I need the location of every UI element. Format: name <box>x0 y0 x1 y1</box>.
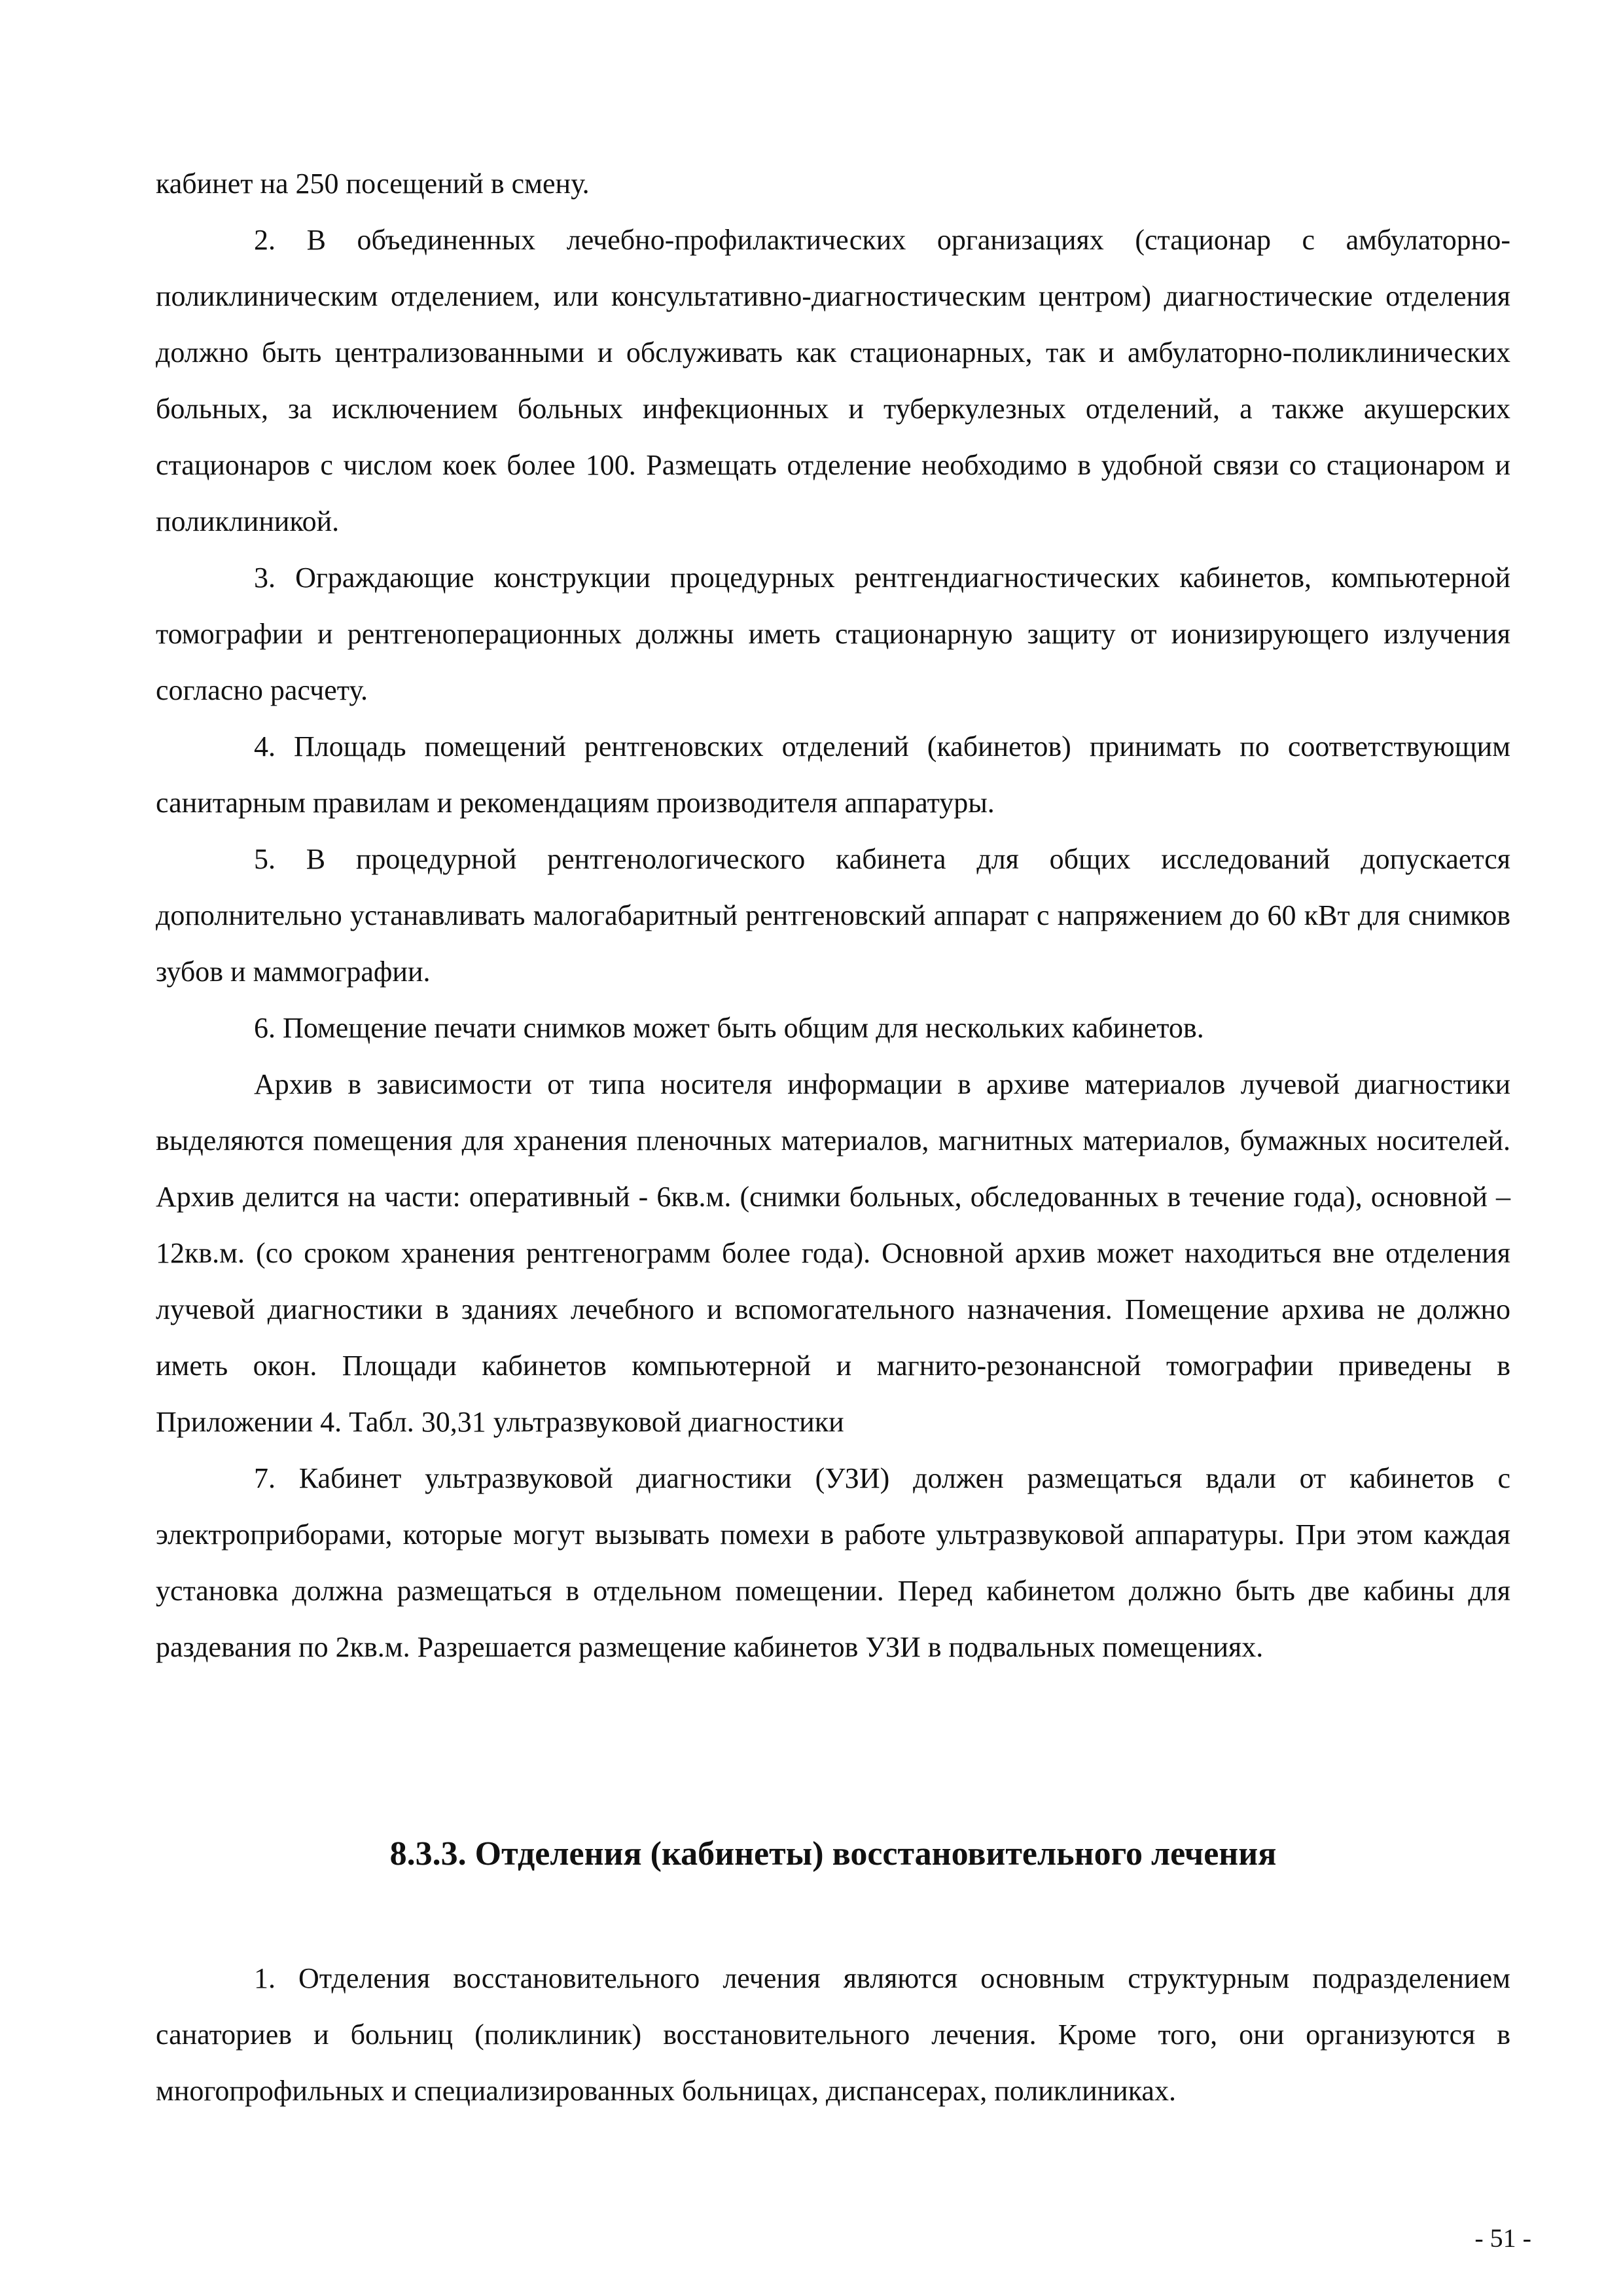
paragraph-2: 2. В объединенных лечебно-профилактических организациях (стационар с амбулаторно-поликлиническим отделением, или консультативно-диагностическим центром) диагностические отделения должно быть централизованными и обслуживать как стационарных, так и амбулаторно-поликлинических больных, за исключением больных инфекционных и туберкулезных отделений, а также акушерских стационаров с числом коек более 100. Размещать отделение необходимо в удобной связи со стационаром и поликлиникой. <box>156 224 1510 537</box>
section-body-text <box>156 1950 1510 2119</box>
intro-line: кабинет на 250 посещений в смену. <box>156 168 590 200</box>
paragraph-5: 5. В процедурной рентгенологического кабинета для общих исследований допускается дополнительно устанавливать малогабаритный рентгеновский аппарат с напряжением до 60 кВт для снимков зубов и маммографии. <box>156 843 1510 988</box>
body-text <box>156 156 1510 1676</box>
paragraph-4: 4. Площадь помещений рентгеновских отделений (кабинетов) принимать по соответствующим санитарным правилам и рекомендациям производителя аппаратуры. <box>156 730 1510 819</box>
section-heading: 8.3.3. Отделения (кабинеты) восстановительного лечения <box>389 1835 1277 1873</box>
paragraph-7: 7. Кабинет ультразвуковой диагностики (УЗИ) должен размещаться вдали от кабинетов с электроприборами, которые могут вызывать помехи в работе ультразвуковой аппаратуры. При этом каждая установка должна размещаться в отдельном помещении. Перед кабинетом должно быть две кабины для раздевания по 2кв.м. Разрешается размещение кабинетов УЗИ в подвальных помещениях. <box>156 1462 1510 1663</box>
section-paragraph-1: 1. Отделения восстановительного лечения являются основным структурным подразделением санаториев и больниц (поликлиник) восстановительного лечения. Кроме того, они организуются в многопрофильных и специализированных больницах, диспансерах, поликлиниках. <box>156 1962 1510 2107</box>
paragraph-6: 6. Помещение печати снимков может быть общим для нескольких кабинетов. <box>254 1012 1204 1044</box>
paragraph-3: 3. Ограждающие конструкции процедурных рентгендиагностических кабинетов, компьютерной томографии и рентгеноперационных должны иметь стационарную защиту от ионизирующего излучения согласно расчету. <box>156 562 1510 706</box>
page-number: - 51 - <box>1474 2223 1531 2253</box>
paragraph-archive: Архив в зависимости от типа носителя информации в архиве материалов лучевой диагностики выделяются помещения для хранения пленочных материалов, магнитных материалов, бумажных носителей. Архив делится на части: оперативный - 6кв.м. (снимки больных, обследованных в течение года), основной – 12кв.м. (со сроком хранения рентгенограмм более года). Основной архив может находиться вне отделения лучевой диагностики в зданиях лечебного и вспомогательного назначения. Помещение архива не должно иметь окон. Площади кабинетов компьютерной и магнито-резонансной томографии приведены в Приложении 4. Табл. 30,31 ультразвуковой диагностики <box>156 1068 1510 1438</box>
